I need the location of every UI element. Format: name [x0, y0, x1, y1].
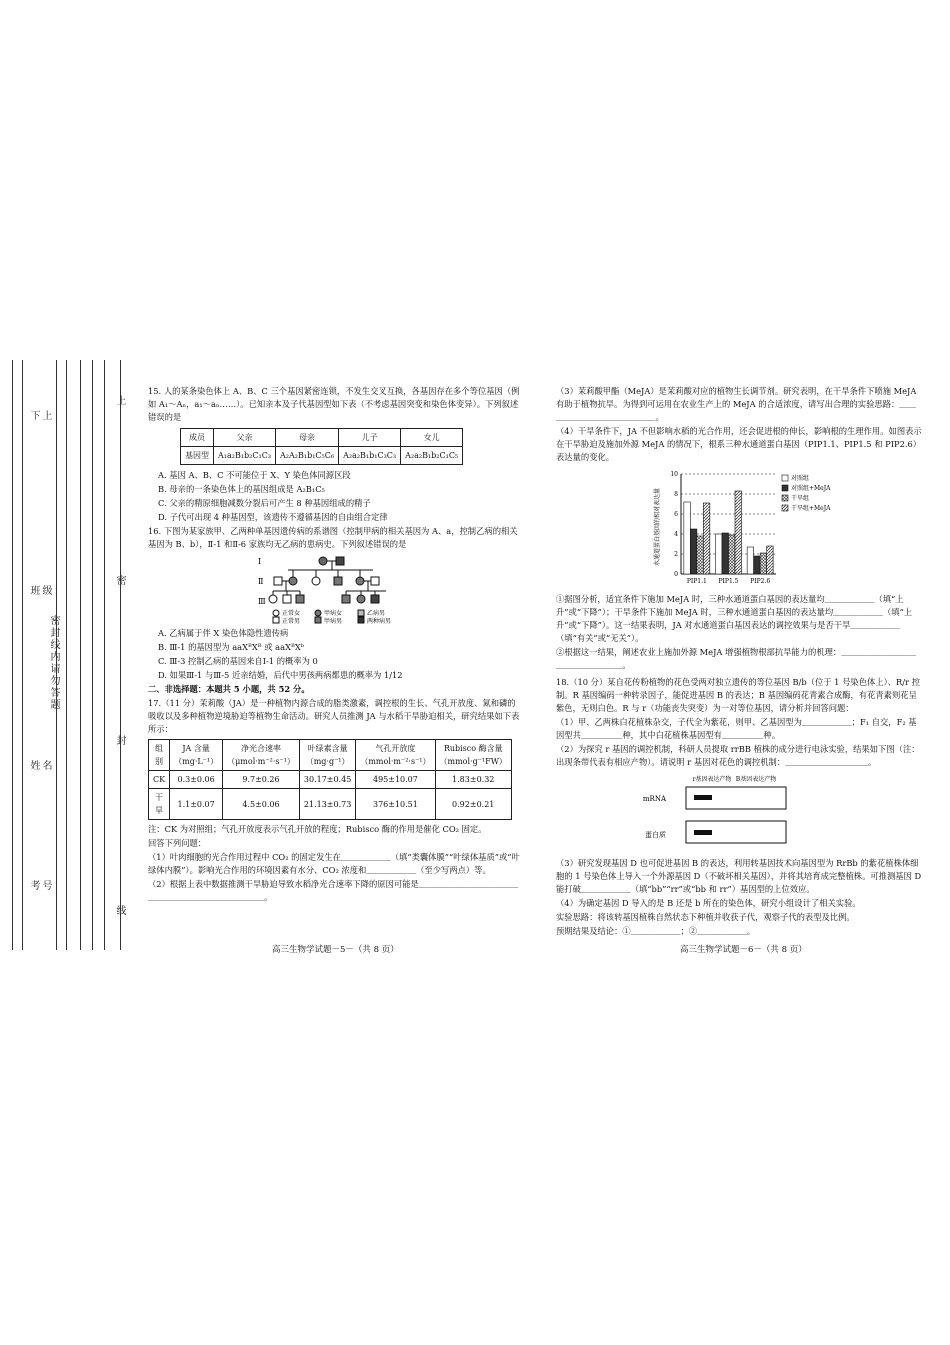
bar	[684, 502, 691, 574]
table-header: 成员	[181, 429, 214, 447]
y-tick-label: 4	[674, 531, 678, 538]
q18-expect: 预期结果及结论：①＿＿＿＿＿＿；②＿＿＿＿＿＿。	[556, 926, 756, 936]
legend-label: 两种病男	[367, 618, 392, 624]
bar	[697, 536, 704, 574]
gel-row-label: mRNA	[642, 795, 666, 803]
legend-swatch	[782, 505, 788, 511]
table-cell: 4.5±0.06	[223, 789, 300, 820]
q15-option-a: A. 基因 A、B、C 不可能位于 X、Y 染色体同源区段	[158, 470, 351, 480]
table-header: 母亲	[276, 429, 339, 447]
table-cell: 基因型	[181, 447, 214, 465]
table-row	[149, 789, 512, 820]
seal-mark: 上	[114, 395, 125, 407]
q17-table	[148, 739, 512, 820]
binding-line	[104, 360, 105, 950]
q18-idea: 实验思路：将该转基因植株自然状态下种植并收获子代，观察子代的表型及比例。	[556, 912, 855, 922]
generation-label: Ⅲ	[258, 597, 266, 606]
y-tick-label: 10	[670, 471, 678, 478]
table-header: 儿子	[339, 429, 401, 447]
table-cell: 21.13±0.73	[299, 789, 355, 820]
seal-mark: 密	[114, 575, 125, 587]
bar	[767, 546, 774, 574]
table-cell: 495±10.07	[356, 771, 435, 789]
legend-label: 正常男	[282, 618, 301, 624]
right-column	[556, 385, 922, 939]
bar	[716, 534, 723, 574]
q18-part3: （3）研究发现基因 D 也可促进基因 B 的表达，利用转基因技术向基因型为 RrBb 的紫花植株体细胞的 1 号染色体上导入一个外源基因 D（不破坏相关基因），并将其培育成完整植株。可推测基因 D 能打破＿＿＿＿＿＿（填“bb”“rr”或“bb 和 rr”）基因型的上位效应。	[556, 858, 922, 894]
binding-line	[66, 360, 67, 950]
y-tick-label: 0	[674, 571, 678, 578]
q15-option-b: B. 母亲的一条染色体上的基因组成是 A₂B₁C₅	[158, 484, 325, 494]
legend-swatch	[782, 485, 788, 491]
y-axis-label: 水通道蛋白基因的相对表达量	[654, 487, 661, 566]
pedigree-male-both	[336, 557, 344, 565]
q16-option-b: B. Ⅲ-1 的基因型为 aaXᴮXᴮ 或 aaXᴮXᵇ	[158, 642, 305, 652]
legend-label: 甲病男	[324, 618, 343, 624]
table-cell: 0.92±0.21	[435, 789, 511, 820]
q16-stem: 16. 下图为某家族甲、乙两种单基因遗传病的系谱图（控制甲病的相关基因为 A、a，控制乙病的相关基因为 B、b），Ⅱ-1 和Ⅱ-6 家族均无乙病的患病史。下列叙述错误的是	[148, 526, 518, 549]
q17-stem: 17.（11 分）茉莉酸（JA）是一种植物内源合成的脂类激素，调控根的生长、气孔开放度、氮和磷的吸收以及多种植物逆境胁迫等植物生命活动。研究人员推测 JA 与水稻干旱胁迫相关，研究结果如下表所示：	[148, 698, 520, 734]
q18-part1: （1）甲、乙两株白花植株杂交，子代全为紫花，则甲、乙基因型为＿＿＿＿＿＿；F₁ 自交，F₂ 基因型共＿＿＿＿＿种，其中白花植株基因型有＿＿＿＿＿种。	[556, 717, 917, 740]
binding-label: 上	[40, 410, 51, 422]
gel-column-label: B基因表达产物	[735, 776, 777, 783]
q15-option-d: D. 子代可出现 4 种基因型，该遗传不遵循基因的自由组合定律	[158, 512, 388, 522]
table-cell: 9.7±0.26	[223, 771, 300, 789]
bar	[722, 533, 729, 574]
table-cell: 1.83±0.32	[435, 771, 511, 789]
table-cell: A₁a₂B₁b₂C₁C₃	[214, 447, 276, 465]
q18-stem: 18.（10 分）某自花传粉植物的花色受两对独立遗传的等位基因 B/b（位于 1 号染色体上）、R/r 控制。R 基因编码一种转录因子，能促进基因 B 的表达；B 基因编码花青素合成酶，有花青素则花呈紫色，无则白色。R 与 r（功能丧失突变）为一对等位基因，请分析并回答问题：	[556, 677, 920, 713]
bar	[735, 491, 742, 574]
bar	[703, 503, 710, 574]
q17-sub2: ②根据这一结果，阐述农业上施加外源 MeJA 增强植物根部抗旱能力的机理：＿＿＿＿＿＿＿＿＿＿＿＿＿＿＿＿＿。	[556, 647, 916, 670]
q17-sub1: ①据图分析，适宜条件下施加 MeJA 时，三种水通道蛋白基因的表达量均＿＿＿＿＿＿（填“上升”或“下降”）；干旱条件下施加 MeJA 时，三种水通道蛋白基因的表达量均＿＿＿＿＿＿（填“上升”或“下降”）。这一结果表明，JA 对水通道蛋白基因表达的调控效果与是否干旱＿＿＿＿＿＿（填“有关”或“无关”）。	[556, 594, 913, 643]
q15-table	[180, 428, 463, 465]
table-header: 女儿	[401, 429, 463, 447]
bar	[747, 547, 754, 574]
table-header: 净光合速率（μmol·m⁻²·s⁻¹）	[223, 740, 300, 771]
binding-line	[120, 360, 121, 950]
bar	[754, 556, 761, 574]
bar	[760, 553, 767, 574]
seal-mark: 线	[114, 905, 125, 917]
legend-swatch	[782, 495, 788, 501]
x-tick-label: PIP2.6	[750, 578, 771, 585]
gel-band	[694, 830, 712, 835]
q17-part4: （4）干旱条件下，JA 不但影响水稻的光合作用，还会促进根的伸长，影响根的生理作用。如图表示在干旱胁迫及施加外源 MeJA 的情况下，根系三种水通道蛋白基因（PIP1.1、PIP1.5 和 PIP2.6）表达量的变化。	[556, 426, 922, 462]
y-tick-label: 6	[674, 511, 678, 518]
legend-label: 干旱组	[791, 495, 810, 502]
pedigree-svg	[258, 554, 458, 624]
q16-option-c: C. Ⅲ-3 控制乙病的基因来自Ⅰ-1 的概率为 0	[158, 656, 318, 666]
table-row	[149, 771, 512, 789]
legend-label: 正常女	[282, 610, 301, 617]
seal-mark: 封	[114, 735, 125, 747]
binding-label: 下	[28, 410, 39, 422]
binding-line	[22, 360, 23, 950]
electrophoresis-diagram	[556, 773, 922, 853]
pedigree-female-affected	[319, 557, 327, 565]
binding-line	[92, 360, 93, 950]
legend-label: 干旱组+MeJA	[791, 505, 831, 512]
q18-part2: （2）为探究 r 基因的调控机制，科研人员提取 rrBB 植株的成分进行电泳实验，结果如下图（注：出现条带代表有相应产物）。请说明 r 基因对花色的调控机制：＿＿＿＿＿＿＿＿＿＿。	[556, 744, 920, 767]
q15-option-c: C. 父亲的精原细胞减数分裂后可产生 8 种基因组成的精子	[158, 498, 371, 508]
table-header: 叶绿素含量（mg·g⁻¹）	[299, 740, 355, 771]
legend-label: 对照组	[791, 475, 810, 482]
binding-margin	[0, 360, 135, 950]
x-tick-label: PIP1.5	[718, 578, 739, 585]
q16-option-d: D. 如果Ⅲ-1 与Ⅲ-5 近亲结婚，后代中男孩两病都患的概率为 1/12	[158, 670, 403, 680]
q17-part3: （3）茉莉酸甲酯（MeJA）是茉莉酸对应的植物生长调节剂。研究表明，在干旱条件下喷施 MeJA 有助于植物抗旱。为得到可运用在农业生产上的 MeJA 的合适浓度，请写出合理的实验思路：＿＿＿＿＿＿＿＿＿＿＿＿＿＿。	[556, 386, 917, 422]
binding-label: 考	[28, 880, 39, 892]
bar-chart-svg	[651, 466, 851, 591]
left-column	[148, 385, 520, 905]
legend-label: 甲病女	[324, 610, 343, 617]
gel-band	[694, 795, 712, 800]
page-footer-left: 高三生物学试题－5－（共 8 页）	[272, 945, 399, 955]
table-cell: 0.3±0.06	[170, 771, 223, 789]
table-header: 父亲	[214, 429, 276, 447]
y-tick-label: 8	[674, 491, 678, 498]
generation-label: Ⅱ	[258, 577, 264, 586]
binding-warning: 密封线内请勿答题	[48, 615, 59, 711]
gel-column-label: r基因表达产物	[692, 776, 732, 783]
bar	[729, 535, 736, 574]
generation-label: Ⅰ	[258, 557, 262, 566]
q17-instruction: 回答下列问题：	[148, 838, 207, 848]
binding-label: 名	[40, 760, 51, 772]
binding-line	[12, 360, 13, 950]
q17-part2: （2）根据上表中数据推测干旱胁迫导致水稻净光合速率下降的原因可能是＿＿＿＿＿＿＿＿＿＿＿＿＿＿＿＿＿＿＿＿＿＿＿＿＿＿。	[148, 879, 519, 902]
legend-label: 对照组+MeJA	[791, 485, 831, 492]
table-header: JA 含量（mg·L⁻¹）	[170, 740, 223, 771]
binding-label: 级	[40, 585, 51, 597]
table-cell: A₂a₂B₁b₂C₁C₅	[401, 447, 463, 465]
bar	[690, 529, 697, 574]
legend-label: 乙病男	[367, 610, 386, 617]
section-heading: 二、非选择题：本题共 5 小题，共 52 分。	[148, 684, 310, 694]
binding-label: 班	[28, 585, 39, 597]
q18-part4: （4）为确定基因 D 导入的是 B 还是 b 所在的染色体，研究小组设计了相关实验。	[556, 898, 861, 908]
y-tick-label: 2	[674, 551, 678, 558]
binding-label: 号	[40, 880, 51, 892]
binding-label: 姓	[28, 760, 39, 772]
table-header: 组别	[149, 740, 170, 771]
q17-part1: （1）叶肉细胞的光合作用过程中 CO₂ 的固定发生在＿＿＿＿＿＿（填“类囊体膜”“叶绿体基质”或“叶绿体内膜”）。影响光合作用的环境因素有水分、CO₂ 浓度和＿＿＿＿＿＿（至少写两点）等。	[148, 852, 520, 875]
table-cell: 30.17±0.45	[299, 771, 355, 789]
q15-stem: 15. 人的某条染色体上 A、B、C 三个基因紧密连锁，不发生交叉互换，各基因存在多个等位基因（例如 A₁～Aₙ，a₁～aₙ……）。已知亲本及子代基因型如下表（不考虑基因突变和染色体变异）。下列叙述错误的是	[148, 386, 520, 422]
table-header: 气孔开放度（mmol·m⁻²·s⁻¹）	[356, 740, 435, 771]
gel-svg	[556, 773, 816, 853]
gel-row-label: 蛋白质	[645, 831, 666, 839]
binding-line	[80, 360, 81, 950]
bar-chart	[651, 466, 851, 591]
q16-option-a: A. 乙病属于伴 X 染色体隐性遗传病	[158, 628, 289, 638]
x-tick-label: PIP1.1	[686, 578, 707, 585]
table-cell: CK	[149, 771, 170, 789]
table-cell: 376±10.51	[356, 789, 435, 820]
pedigree-diagram	[258, 554, 398, 624]
q17-note: 注：CK 为对照组；气孔开放度表示气孔开放的程度；Rubisco 酶的作用是催化 CO₂ 固定。	[148, 824, 487, 834]
page-footer-right: 高三生物学试题－6－（共 8 页）	[680, 945, 807, 955]
table-header: Rubisco 酶含量（mmol·g⁻¹FW）	[435, 740, 511, 771]
table-cell: A₂a₂B₁b₁C₃C₃	[339, 447, 401, 465]
table-cell: A₂A₂B₁b₁C₅C₆	[276, 447, 339, 465]
table-cell: 干旱	[149, 789, 170, 820]
table-cell: 1.1±0.07	[170, 789, 223, 820]
legend-swatch	[782, 475, 788, 481]
